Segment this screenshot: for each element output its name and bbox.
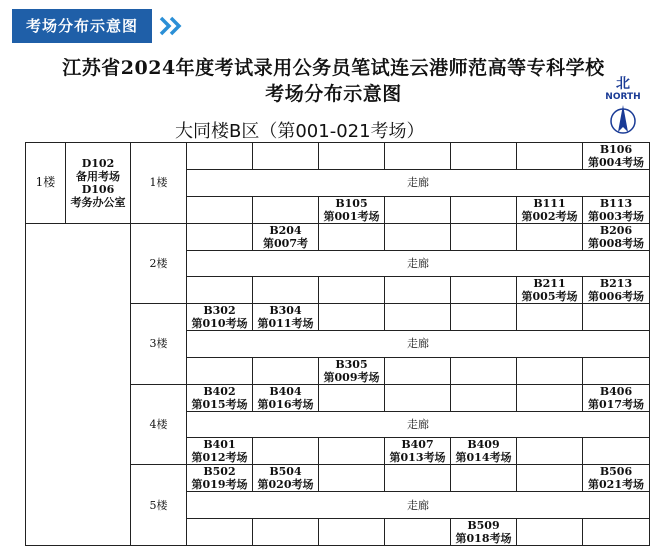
empty-cell: [319, 277, 385, 304]
empty-cell: [583, 518, 650, 545]
floor-label: 4楼: [131, 384, 187, 465]
empty-cell: [583, 304, 650, 331]
empty-cell: [517, 384, 583, 411]
room-exam-name: 第010考场: [191, 317, 248, 331]
page-title-line2: 考场分布示意图: [265, 83, 402, 105]
room-cell: [583, 465, 650, 492]
room-exam-name: 第004考场: [588, 156, 644, 169]
room-cell: [583, 223, 650, 250]
room-cell: [319, 196, 385, 223]
empty-cell: [187, 357, 253, 384]
corridor-label: 走廊: [187, 492, 650, 519]
empty-cell: [385, 304, 451, 331]
empty-cell: [253, 518, 319, 545]
room-cell: [253, 304, 319, 331]
room-exam-name: 第011考场: [257, 317, 314, 331]
room-code: B502: [203, 465, 236, 479]
room-exam-name: 第017考场: [588, 397, 644, 411]
empty-cell: [319, 518, 385, 545]
empty-cell: [517, 357, 583, 384]
room-cell: [451, 518, 517, 545]
room-exam-name: 备用考场: [76, 169, 120, 183]
floor-row-north: [26, 223, 650, 250]
room-cell: [187, 384, 253, 411]
room-cell: [253, 384, 319, 411]
left-floor-label: 1楼: [26, 143, 66, 224]
room-cell: [187, 438, 253, 465]
room-exam-name: 第016考场: [257, 397, 314, 411]
room-cell: [253, 465, 319, 492]
room-code: B304: [269, 304, 302, 318]
empty-cell: [319, 143, 385, 170]
floor-label: 2楼: [131, 223, 187, 304]
room-code: B106: [599, 143, 633, 156]
page-title-line1: 江苏省2024年度考试录用公务员笔试连云港师范高等专科学校: [62, 57, 605, 79]
room-exam-name: 第006考场: [588, 290, 644, 304]
empty-cell: [319, 465, 385, 492]
room-exam-name: 第001考场: [323, 209, 380, 223]
room-code: B111: [533, 196, 566, 210]
room-cell: [517, 277, 583, 304]
room-code: B305: [335, 357, 368, 371]
empty-cell: [385, 357, 451, 384]
empty-cell: [187, 518, 253, 545]
empty-cell: [253, 277, 319, 304]
room-cell: [319, 357, 385, 384]
empty-cell: [451, 277, 517, 304]
empty-cell: [319, 223, 385, 250]
room-code: B509: [467, 518, 500, 532]
corridor-label: 走廊: [187, 331, 650, 358]
floor-label: 1楼: [131, 143, 187, 224]
empty-cell: [253, 438, 319, 465]
room-exam-name: 第013考场: [389, 451, 446, 465]
empty-cell: [187, 143, 253, 170]
room-cell: [253, 223, 319, 250]
room-code: B407: [401, 438, 434, 452]
north-compass: [600, 77, 646, 143]
empty-cell: [187, 223, 253, 250]
room-cell: [385, 438, 451, 465]
room-cell: [451, 438, 517, 465]
left-rooms-cell: [66, 143, 131, 224]
empty-cell: [517, 304, 583, 331]
empty-cell: [451, 196, 517, 223]
room-code: B206: [599, 223, 633, 237]
room-exam-name: 第009考场: [323, 370, 380, 384]
empty-left-area: [26, 223, 131, 545]
room-exam-name: 第012考场: [191, 451, 248, 465]
floor-row-north: [26, 143, 650, 170]
room-code: D102: [81, 156, 115, 170]
empty-cell: [451, 465, 517, 492]
floor-label: 5楼: [131, 465, 187, 546]
empty-cell: [253, 143, 319, 170]
double-chevron-icon: [158, 15, 184, 37]
empty-cell: [583, 357, 650, 384]
room-code: B404: [269, 384, 302, 398]
empty-cell: [319, 384, 385, 411]
room-exam-name: 第002考场: [521, 209, 578, 223]
empty-cell: [385, 277, 451, 304]
room-code: D106: [81, 182, 115, 196]
room-code: B204: [269, 223, 302, 237]
room-code: B213: [599, 277, 633, 291]
room-code: B401: [203, 438, 236, 452]
empty-cell: [319, 304, 385, 331]
corridor-label: 走廊: [187, 250, 650, 277]
compass-arrow-icon: [608, 102, 638, 136]
floor-label: 3楼: [131, 304, 187, 385]
room-code: B402: [203, 384, 236, 398]
room-exam-name: 考务办公室: [70, 195, 126, 209]
building-subtitle: 大同楼B区（第001-021考场）: [175, 121, 425, 142]
empty-cell: [517, 518, 583, 545]
empty-cell: [385, 196, 451, 223]
room-exam-name: 第007考: [263, 236, 308, 250]
empty-cell: [187, 196, 253, 223]
room-exam-name: 第018考场: [455, 531, 512, 545]
room-cell: [187, 465, 253, 492]
room-cell: [517, 196, 583, 223]
room-exam-name: 第003考场: [588, 209, 644, 223]
empty-cell: [385, 518, 451, 545]
header-bar: [12, 9, 184, 43]
room-code: B409: [467, 438, 500, 452]
corridor-label: 走廊: [187, 170, 650, 197]
room-exam-name: 第014考场: [455, 451, 512, 465]
room-cell: [583, 143, 650, 170]
room-exam-name: 第020考场: [257, 478, 314, 492]
empty-cell: [451, 304, 517, 331]
room-code: B302: [203, 304, 236, 318]
empty-cell: [517, 465, 583, 492]
room-exam-name: 第021考场: [588, 478, 644, 492]
empty-cell: [253, 196, 319, 223]
floor-plan-table: [25, 142, 650, 546]
empty-cell: [385, 143, 451, 170]
empty-cell: [517, 438, 583, 465]
empty-cell: [253, 357, 319, 384]
room-cell: [187, 304, 253, 331]
room-cell: [583, 277, 650, 304]
room-cell: [583, 384, 650, 411]
empty-cell: [517, 143, 583, 170]
empty-cell: [583, 438, 650, 465]
room-cell: [583, 196, 650, 223]
room-code: B113: [599, 196, 633, 210]
compass-north-cn: 北: [616, 76, 630, 92]
room-code: B506: [599, 465, 633, 479]
empty-cell: [451, 223, 517, 250]
empty-cell: [187, 277, 253, 304]
room-code: B105: [335, 196, 368, 210]
empty-cell: [451, 143, 517, 170]
empty-cell: [451, 384, 517, 411]
empty-cell: [385, 384, 451, 411]
room-exam-name: 第008考场: [588, 236, 644, 250]
empty-cell: [319, 438, 385, 465]
room-exam-name: 第019考场: [191, 478, 248, 492]
header-tag: 考场分布示意图: [12, 9, 152, 43]
room-code: B504: [269, 465, 302, 479]
empty-cell: [385, 223, 451, 250]
room-code: B406: [599, 384, 633, 398]
compass-north-en: NORTH: [605, 92, 641, 102]
empty-cell: [517, 223, 583, 250]
empty-cell: [451, 357, 517, 384]
empty-cell: [385, 465, 451, 492]
room-exam-name: 第015考场: [191, 397, 248, 411]
room-exam-name: 第005考场: [521, 290, 578, 304]
room-code: B211: [533, 277, 566, 291]
corridor-label: 走廊: [187, 411, 650, 438]
